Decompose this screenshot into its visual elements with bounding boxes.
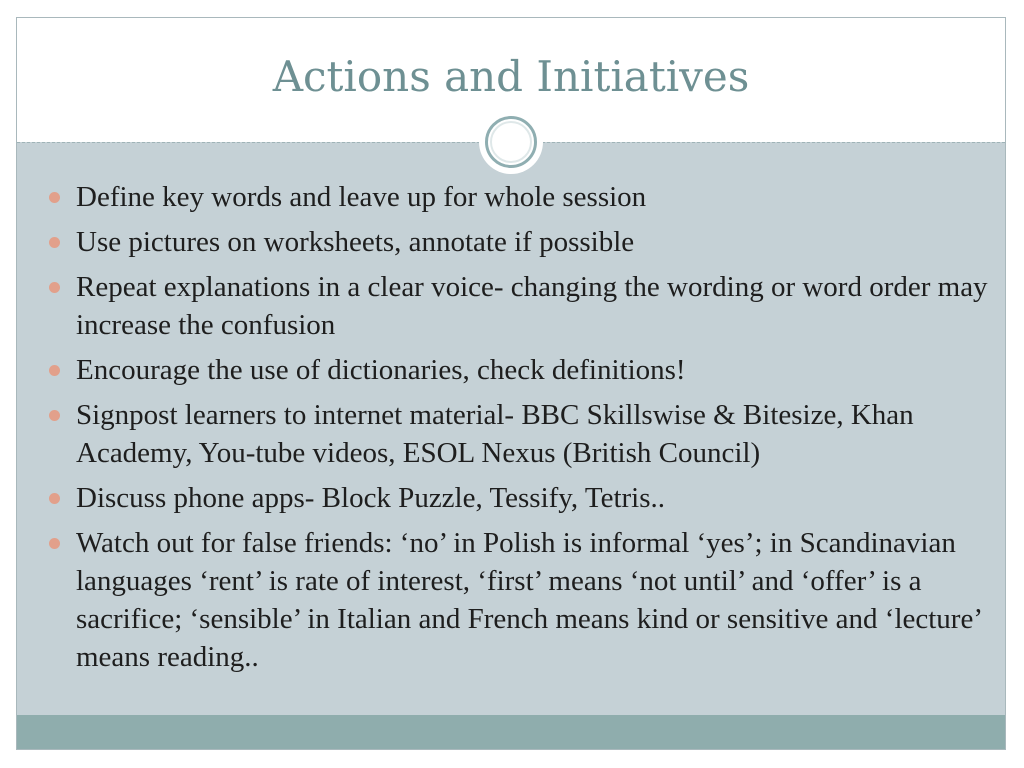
bullet-item (45, 351, 995, 389)
circle-ornament-icon (479, 110, 543, 174)
bullet-text: Define key words and leave up for whole session (76, 181, 647, 213)
slide-content (45, 178, 995, 683)
bullet-text: Encourage the use of dictionaries, check definitions! (76, 354, 686, 386)
bullet-list (45, 178, 995, 676)
bullet-item (45, 268, 995, 344)
bullet-dot-icon (49, 493, 60, 504)
bullet-item (45, 524, 995, 676)
bullet-text: Use pictures on worksheets, annotate if possible (76, 226, 635, 258)
bullet-dot-icon (49, 410, 60, 421)
footer-band (17, 715, 1005, 749)
bullet-dot-icon (49, 237, 60, 248)
bullet-text: Signpost learners to internet material- BBC Skillswise & Bitesize, Khan Academy, You-tube videos, ESOL Nexus (British Council) (76, 399, 914, 469)
bullet-item (45, 178, 995, 216)
ornament-inner (490, 121, 532, 163)
bullet-text: Repeat explanations in a clear voice- changing the wording or word order may increase the confusion (76, 271, 988, 341)
bullet-dot-icon (49, 365, 60, 376)
bullet-item (45, 479, 995, 517)
bullet-dot-icon (49, 192, 60, 203)
slide-title: Actions and Initiatives (272, 52, 750, 101)
bullet-dot-icon (49, 538, 60, 549)
bullet-text: Discuss phone apps- Block Puzzle, Tessify, Tetris.. (76, 482, 666, 514)
bullet-item (45, 223, 995, 261)
bullet-dot-icon (49, 282, 60, 293)
slide (16, 17, 1006, 750)
bullet-text: Watch out for false friends: ‘no’ in Polish is informal ‘yes’; in Scandinavian languages ‘rent’ is rate of interest, ‘first’ means ‘not until’ and ‘offer’ is a sacrifice; ‘sensible’ in Italian and French means kind or sensitive and ‘lecture’ means reading.. (76, 527, 981, 673)
bullet-item (45, 396, 995, 472)
